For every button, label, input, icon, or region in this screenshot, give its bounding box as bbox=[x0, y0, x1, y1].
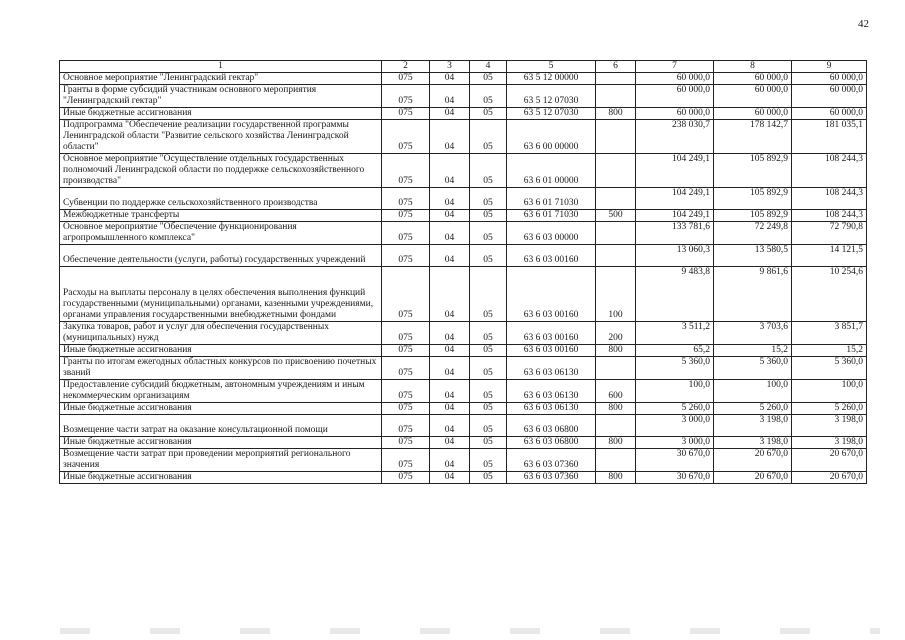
row-name-cell: Иные бюджетные ассигнования bbox=[60, 403, 382, 415]
row-c9-cell: 108 244,3 bbox=[792, 188, 867, 210]
row-c6-cell: 100 bbox=[596, 267, 636, 322]
header-col-5: 5 bbox=[507, 61, 596, 73]
table-row bbox=[60, 380, 867, 403]
row-c5-cell: 63 6 03 06130 bbox=[507, 403, 596, 415]
row-c2-cell: 075 bbox=[382, 222, 430, 245]
row-c8-cell: 13 580,5 bbox=[714, 245, 792, 267]
row-c7-cell: 3 000,0 bbox=[636, 415, 714, 437]
row-c2-cell: 075 bbox=[382, 267, 430, 322]
row-c3-cell: 04 bbox=[430, 345, 470, 357]
row-c6-cell: 800 bbox=[596, 403, 636, 415]
row-c4-cell: 05 bbox=[470, 472, 507, 484]
row-c6-cell: 800 bbox=[596, 472, 636, 484]
row-name-cell: Иные бюджетные ассигнования bbox=[60, 437, 382, 449]
row-c4-cell: 05 bbox=[470, 85, 507, 108]
row-c4-cell: 05 bbox=[470, 415, 507, 437]
row-c8-cell: 72 249,8 bbox=[714, 222, 792, 245]
row-c4-cell: 05 bbox=[470, 222, 507, 245]
table-row bbox=[60, 245, 867, 267]
row-c7-cell: 133 781,6 bbox=[636, 222, 714, 245]
budget-table bbox=[59, 60, 867, 484]
row-c2-cell: 075 bbox=[382, 345, 430, 357]
row-c4-cell: 05 bbox=[470, 449, 507, 472]
table-row bbox=[60, 449, 867, 472]
row-c2-cell: 075 bbox=[382, 154, 430, 188]
row-c7-cell: 30 670,0 bbox=[636, 449, 714, 472]
row-c5-cell: 63 6 03 00160 bbox=[507, 245, 596, 267]
row-c8-cell: 60 000,0 bbox=[714, 108, 792, 120]
row-name-cell: Иные бюджетные ассигнования bbox=[60, 472, 382, 484]
row-name-cell: Предоставление субсидий бюджетным, автономным учреждениям и иным некоммерческим организациям bbox=[60, 380, 382, 403]
table-row bbox=[60, 188, 867, 210]
table-row bbox=[60, 357, 867, 380]
table-row bbox=[60, 222, 867, 245]
header-col-1: 1 bbox=[60, 61, 382, 73]
header-col-4: 4 bbox=[470, 61, 507, 73]
row-c2-cell: 075 bbox=[382, 437, 430, 449]
row-c2-cell: 075 bbox=[382, 322, 430, 345]
row-c7-cell: 5 360,0 bbox=[636, 357, 714, 380]
row-c5-cell: 63 6 03 06130 bbox=[507, 380, 596, 403]
row-c7-cell: 104 249,1 bbox=[636, 188, 714, 210]
row-c9-cell: 72 790,8 bbox=[792, 222, 867, 245]
row-c4-cell: 05 bbox=[470, 437, 507, 449]
table-row bbox=[60, 322, 867, 345]
row-c6-cell bbox=[596, 154, 636, 188]
table-body bbox=[60, 73, 867, 484]
row-c2-cell: 075 bbox=[382, 73, 430, 85]
row-c3-cell: 04 bbox=[430, 322, 470, 345]
row-c4-cell: 05 bbox=[470, 267, 507, 322]
row-c3-cell: 04 bbox=[430, 245, 470, 267]
row-c5-cell: 63 5 12 07030 bbox=[507, 85, 596, 108]
row-c8-cell: 105 892,9 bbox=[714, 210, 792, 222]
row-c7-cell: 65,2 bbox=[636, 345, 714, 357]
row-c5-cell: 63 6 01 71030 bbox=[507, 188, 596, 210]
row-c2-cell: 075 bbox=[382, 188, 430, 210]
row-c6-cell: 800 bbox=[596, 437, 636, 449]
row-c3-cell: 04 bbox=[430, 188, 470, 210]
header-col-6: 6 bbox=[596, 61, 636, 73]
table-row bbox=[60, 210, 867, 222]
row-c8-cell: 105 892,9 bbox=[714, 188, 792, 210]
row-c5-cell: 63 6 03 06800 bbox=[507, 415, 596, 437]
row-c4-cell: 05 bbox=[470, 345, 507, 357]
row-c6-cell: 800 bbox=[596, 108, 636, 120]
row-c9-cell: 181 035,1 bbox=[792, 120, 867, 154]
row-c8-cell: 20 670,0 bbox=[714, 449, 792, 472]
row-c2-cell: 075 bbox=[382, 357, 430, 380]
row-c7-cell: 60 000,0 bbox=[636, 85, 714, 108]
row-c2-cell: 075 bbox=[382, 415, 430, 437]
row-name-cell: Гранты по итогам ежегодных областных конкурсов по присвоению почетных званий bbox=[60, 357, 382, 380]
row-c5-cell: 63 6 03 00160 bbox=[507, 267, 596, 322]
row-c3-cell: 04 bbox=[430, 437, 470, 449]
row-name-cell: Основное мероприятие "Ленинградский гектар" bbox=[60, 73, 382, 85]
row-c7-cell: 104 249,1 bbox=[636, 210, 714, 222]
row-c9-cell: 60 000,0 bbox=[792, 73, 867, 85]
row-c9-cell: 5 260,0 bbox=[792, 403, 867, 415]
table-row bbox=[60, 472, 867, 484]
row-c3-cell: 04 bbox=[430, 403, 470, 415]
row-c2-cell: 075 bbox=[382, 449, 430, 472]
row-c8-cell: 60 000,0 bbox=[714, 85, 792, 108]
row-c7-cell: 60 000,0 bbox=[636, 108, 714, 120]
row-c8-cell: 3 703,6 bbox=[714, 322, 792, 345]
row-c8-cell: 3 198,0 bbox=[714, 415, 792, 437]
row-c3-cell: 04 bbox=[430, 415, 470, 437]
row-c5-cell: 63 6 03 00160 bbox=[507, 345, 596, 357]
header-col-3: 3 bbox=[430, 61, 470, 73]
row-c4-cell: 05 bbox=[470, 73, 507, 85]
row-name-cell: Гранты в форме субсидий участникам основного мероприятия "Ленинградский гектар" bbox=[60, 85, 382, 108]
row-c5-cell: 63 6 00 00000 bbox=[507, 120, 596, 154]
row-name-cell: Обеспечение деятельности (услуги, работы) государственных учреждений bbox=[60, 245, 382, 267]
row-c6-cell bbox=[596, 357, 636, 380]
row-name-cell: Основное мероприятие "Обеспечение функционирования агропромышленного комплекса" bbox=[60, 222, 382, 245]
header-col-8: 8 bbox=[714, 61, 792, 73]
table-row bbox=[60, 437, 867, 449]
row-c9-cell: 100,0 bbox=[792, 380, 867, 403]
row-c4-cell: 05 bbox=[470, 322, 507, 345]
row-name-cell: Иные бюджетные ассигнования bbox=[60, 108, 382, 120]
row-c8-cell: 100,0 bbox=[714, 380, 792, 403]
row-name-cell: Возмещение части затрат на оказание консультационной помощи bbox=[60, 415, 382, 437]
row-c3-cell: 04 bbox=[430, 472, 470, 484]
row-c5-cell: 63 5 12 07030 bbox=[507, 108, 596, 120]
row-c3-cell: 04 bbox=[430, 120, 470, 154]
row-c9-cell: 20 670,0 bbox=[792, 472, 867, 484]
row-c6-cell bbox=[596, 85, 636, 108]
row-c7-cell: 9 483,8 bbox=[636, 267, 714, 322]
row-c8-cell: 60 000,0 bbox=[714, 73, 792, 85]
row-c3-cell: 04 bbox=[430, 85, 470, 108]
row-c8-cell: 3 198,0 bbox=[714, 437, 792, 449]
row-c6-cell: 600 bbox=[596, 380, 636, 403]
row-c9-cell: 3 851,7 bbox=[792, 322, 867, 345]
row-c2-cell: 075 bbox=[382, 85, 430, 108]
row-c3-cell: 04 bbox=[430, 222, 470, 245]
row-c9-cell: 60 000,0 bbox=[792, 108, 867, 120]
row-c9-cell: 3 198,0 bbox=[792, 437, 867, 449]
row-c2-cell: 075 bbox=[382, 403, 430, 415]
row-c6-cell bbox=[596, 449, 636, 472]
row-c4-cell: 05 bbox=[470, 120, 507, 154]
row-c3-cell: 04 bbox=[430, 210, 470, 222]
row-name-cell: Подпрограмма "Обеспечение реализации государственной программы Ленинградской области "Развитие сельского хозяйства Ленинградской области" bbox=[60, 120, 382, 154]
row-c2-cell: 075 bbox=[382, 108, 430, 120]
row-name-cell: Субвенции по поддержке сельскохозяйственного производства bbox=[60, 188, 382, 210]
row-c9-cell: 15,2 bbox=[792, 345, 867, 357]
row-c8-cell: 20 670,0 bbox=[714, 472, 792, 484]
table-row bbox=[60, 73, 867, 85]
row-c3-cell: 04 bbox=[430, 154, 470, 188]
row-c2-cell: 075 bbox=[382, 380, 430, 403]
page-number: 42 bbox=[858, 18, 869, 30]
table-row bbox=[60, 345, 867, 357]
row-c7-cell: 5 260,0 bbox=[636, 403, 714, 415]
row-c7-cell: 100,0 bbox=[636, 380, 714, 403]
table-row bbox=[60, 120, 867, 154]
row-c9-cell: 108 244,3 bbox=[792, 154, 867, 188]
table-row bbox=[60, 108, 867, 120]
row-c4-cell: 05 bbox=[470, 357, 507, 380]
row-c3-cell: 04 bbox=[430, 357, 470, 380]
row-c8-cell: 178 142,7 bbox=[714, 120, 792, 154]
table-row bbox=[60, 403, 867, 415]
row-c2-cell: 075 bbox=[382, 120, 430, 154]
row-c4-cell: 05 bbox=[470, 188, 507, 210]
row-c6-cell: 800 bbox=[596, 345, 636, 357]
row-c6-cell bbox=[596, 245, 636, 267]
row-c5-cell: 63 6 03 00160 bbox=[507, 322, 596, 345]
row-c9-cell: 10 254,6 bbox=[792, 267, 867, 322]
row-c9-cell: 108 244,3 bbox=[792, 210, 867, 222]
row-c9-cell: 5 360,0 bbox=[792, 357, 867, 380]
row-c6-cell: 500 bbox=[596, 210, 636, 222]
row-c9-cell: 60 000,0 bbox=[792, 85, 867, 108]
row-c4-cell: 05 bbox=[470, 154, 507, 188]
row-c9-cell: 14 121,5 bbox=[792, 245, 867, 267]
row-c3-cell: 04 bbox=[430, 380, 470, 403]
row-c5-cell: 63 6 03 07360 bbox=[507, 472, 596, 484]
row-c5-cell: 63 6 03 06800 bbox=[507, 437, 596, 449]
row-name-cell: Расходы на выплаты персоналу в целях обеспечения выполнения функций государственными (муниципальными) органами, казенными учреждениями, органами управления государственными внебюджетными фондами bbox=[60, 267, 382, 322]
row-name-cell: Межбюджетные трансферты bbox=[60, 210, 382, 222]
row-c4-cell: 05 bbox=[470, 245, 507, 267]
row-c7-cell: 3 511,2 bbox=[636, 322, 714, 345]
row-c4-cell: 05 bbox=[470, 210, 507, 222]
row-c9-cell: 20 670,0 bbox=[792, 449, 867, 472]
row-c5-cell: 63 6 03 07360 bbox=[507, 449, 596, 472]
header-row bbox=[60, 61, 867, 73]
row-c9-cell: 3 198,0 bbox=[792, 415, 867, 437]
row-c7-cell: 60 000,0 bbox=[636, 73, 714, 85]
row-c7-cell: 3 000,0 bbox=[636, 437, 714, 449]
row-c8-cell: 9 861,6 bbox=[714, 267, 792, 322]
row-c7-cell: 13 060,3 bbox=[636, 245, 714, 267]
row-c6-cell bbox=[596, 415, 636, 437]
row-c4-cell: 05 bbox=[470, 403, 507, 415]
row-c6-cell: 200 bbox=[596, 322, 636, 345]
row-c8-cell: 15,2 bbox=[714, 345, 792, 357]
table-row bbox=[60, 154, 867, 188]
row-c8-cell: 105 892,9 bbox=[714, 154, 792, 188]
row-c2-cell: 075 bbox=[382, 245, 430, 267]
row-c6-cell bbox=[596, 73, 636, 85]
row-c8-cell: 5 360,0 bbox=[714, 357, 792, 380]
table-row bbox=[60, 415, 867, 437]
row-c8-cell: 5 260,0 bbox=[714, 403, 792, 415]
row-c7-cell: 30 670,0 bbox=[636, 472, 714, 484]
row-c5-cell: 63 6 03 00000 bbox=[507, 222, 596, 245]
row-c5-cell: 63 6 01 00000 bbox=[507, 154, 596, 188]
row-c5-cell: 63 6 03 06130 bbox=[507, 357, 596, 380]
row-c7-cell: 238 030,7 bbox=[636, 120, 714, 154]
header-col-7: 7 bbox=[636, 61, 714, 73]
row-name-cell: Основное мероприятие "Осуществление отдельных государственных полномочий Ленинградской области по поддержке сельскохозяйственного производства" bbox=[60, 154, 382, 188]
row-c5-cell: 63 6 01 71030 bbox=[507, 210, 596, 222]
header-col-9: 9 bbox=[792, 61, 867, 73]
row-c2-cell: 075 bbox=[382, 210, 430, 222]
row-c6-cell bbox=[596, 222, 636, 245]
row-c4-cell: 05 bbox=[470, 380, 507, 403]
table-row bbox=[60, 267, 867, 322]
row-c7-cell: 104 249,1 bbox=[636, 154, 714, 188]
scan-artifact bbox=[60, 628, 880, 634]
row-name-cell: Возмещение части затрат при проведении мероприятий регионального значения bbox=[60, 449, 382, 472]
row-c4-cell: 05 bbox=[470, 108, 507, 120]
row-c6-cell bbox=[596, 120, 636, 154]
header-col-2: 2 bbox=[382, 61, 430, 73]
row-c6-cell bbox=[596, 188, 636, 210]
row-name-cell: Иные бюджетные ассигнования bbox=[60, 345, 382, 357]
row-c3-cell: 04 bbox=[430, 267, 470, 322]
row-c3-cell: 04 bbox=[430, 108, 470, 120]
row-c2-cell: 075 bbox=[382, 472, 430, 484]
row-name-cell: Закупка товаров, работ и услуг для обеспечения государственных (муниципальных) нужд bbox=[60, 322, 382, 345]
row-c3-cell: 04 bbox=[430, 73, 470, 85]
row-c3-cell: 04 bbox=[430, 449, 470, 472]
table-row bbox=[60, 85, 867, 108]
row-c5-cell: 63 5 12 00000 bbox=[507, 73, 596, 85]
